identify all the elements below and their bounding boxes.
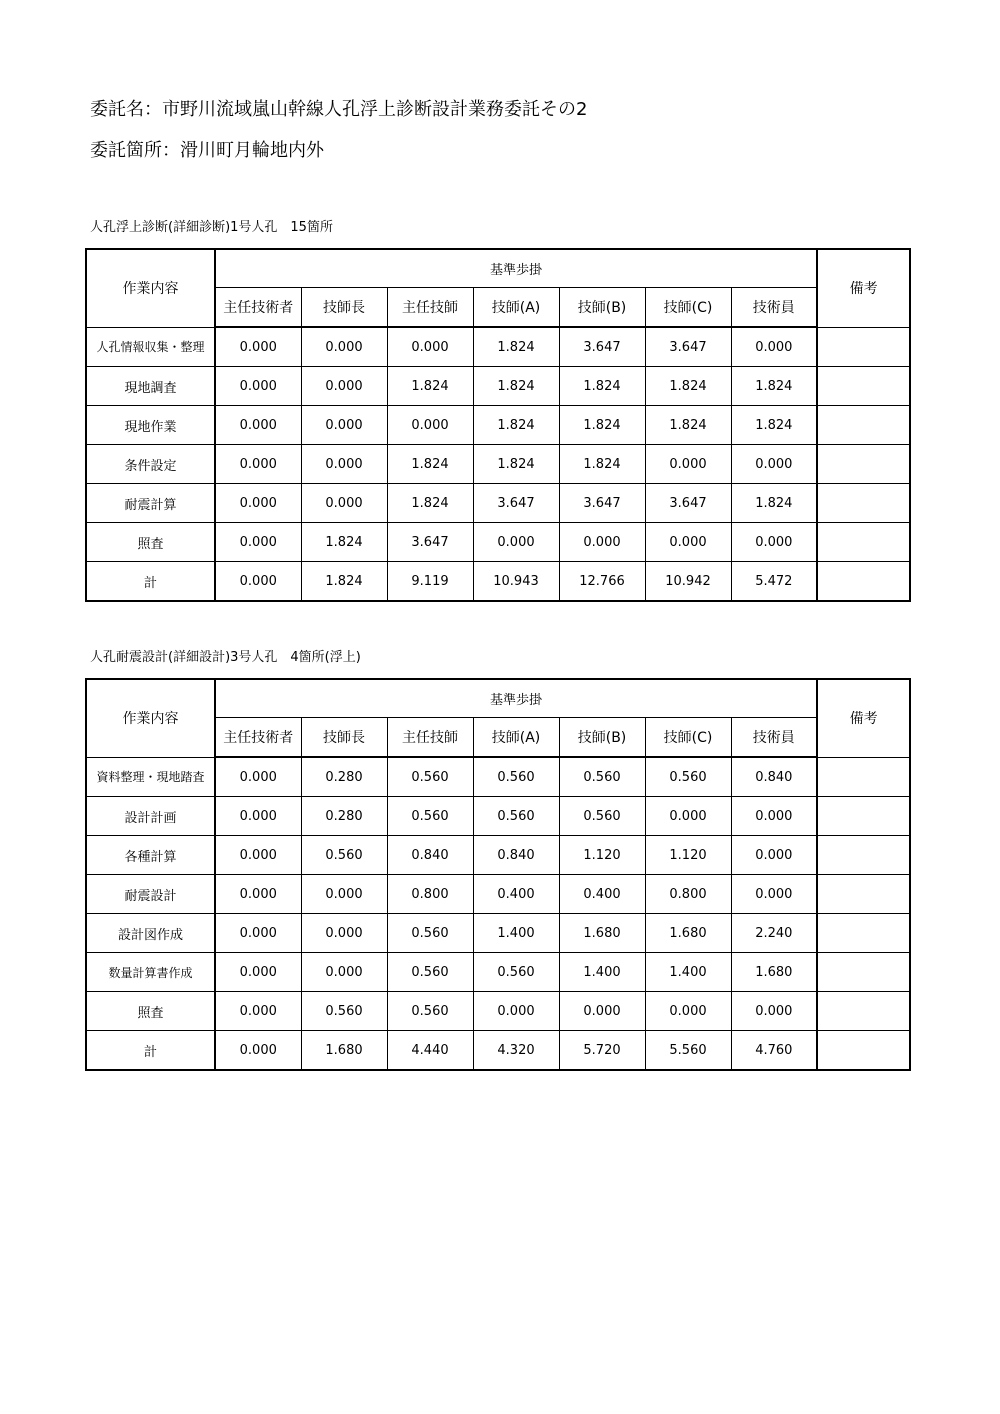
- value-cell: 1.824: [645, 406, 731, 445]
- value-cell: 9.119: [387, 562, 473, 602]
- note-cell: [817, 914, 910, 953]
- value-cell: 0.000: [731, 836, 817, 875]
- standard-rate-header: 基準歩掛: [215, 249, 817, 288]
- note-cell: [817, 1031, 910, 1071]
- value-cell: 0.000: [215, 757, 301, 797]
- value-cell: 0.560: [387, 914, 473, 953]
- table-row: [86, 953, 910, 992]
- note-cell: [817, 445, 910, 484]
- value-cell: 0.000: [301, 406, 387, 445]
- value-cell: 0.000: [731, 327, 817, 367]
- table-caption: 人孔耐震設計(詳細設計)3号人孔 4箇所(浮上): [90, 650, 361, 665]
- note-cell: [817, 757, 910, 797]
- header-row: [86, 679, 910, 718]
- table-row: [86, 367, 910, 406]
- value-cell: 0.000: [387, 327, 473, 367]
- value-cell: 1.824: [387, 445, 473, 484]
- task-cell: 耐震設計: [86, 875, 215, 914]
- role-header: 技師(B): [559, 288, 645, 328]
- table-row: [86, 1031, 910, 1071]
- value-cell: 0.560: [387, 757, 473, 797]
- table-row: [86, 562, 910, 602]
- value-cell: 1.824: [731, 484, 817, 523]
- value-cell: 0.280: [301, 757, 387, 797]
- table-row: [86, 992, 910, 1031]
- table-row: [86, 875, 910, 914]
- task-cell: 資料整理・現地踏査: [86, 757, 215, 797]
- value-cell: 0.000: [215, 523, 301, 562]
- note-cell: [817, 406, 910, 445]
- value-cell: 3.647: [559, 327, 645, 367]
- value-cell: 0.560: [387, 953, 473, 992]
- value-cell: 0.560: [473, 953, 559, 992]
- value-cell: 0.000: [387, 406, 473, 445]
- value-cell: 0.560: [559, 797, 645, 836]
- value-cell: 0.000: [215, 797, 301, 836]
- value-cell: 0.000: [473, 992, 559, 1031]
- value-cell: 1.120: [559, 836, 645, 875]
- role-header: 技術員: [731, 718, 817, 758]
- value-cell: 0.280: [301, 797, 387, 836]
- value-cell: 0.000: [559, 523, 645, 562]
- value-cell: 10.942: [645, 562, 731, 602]
- value-cell: 0.560: [387, 797, 473, 836]
- value-cell: 0.840: [473, 836, 559, 875]
- task-cell: 条件設定: [86, 445, 215, 484]
- value-cell: 1.120: [645, 836, 731, 875]
- value-cell: 0.000: [215, 445, 301, 484]
- value-cell: 4.760: [731, 1031, 817, 1071]
- value-cell: 0.000: [301, 327, 387, 367]
- task-cell: 計: [86, 1031, 215, 1071]
- value-cell: 1.824: [645, 367, 731, 406]
- value-cell: 0.000: [645, 797, 731, 836]
- value-cell: 3.647: [645, 327, 731, 367]
- table-row: [86, 523, 910, 562]
- note-cell: [817, 836, 910, 875]
- contract-name: 委託名：市野川流域嵐山幹線人孔浮上診断設計業務委託その2: [90, 99, 588, 120]
- value-cell: 0.000: [473, 523, 559, 562]
- role-header: 技師(C): [645, 288, 731, 328]
- role-header: 技師長: [301, 718, 387, 758]
- value-cell: 3.647: [645, 484, 731, 523]
- value-cell: 1.824: [473, 406, 559, 445]
- task-cell: 計: [86, 562, 215, 602]
- note-cell: [817, 327, 910, 367]
- value-cell: 0.840: [387, 836, 473, 875]
- value-cell: 0.000: [215, 836, 301, 875]
- value-cell: 5.560: [645, 1031, 731, 1071]
- value-cell: 0.000: [215, 1031, 301, 1071]
- value-cell: 1.680: [731, 953, 817, 992]
- value-cell: 3.647: [559, 484, 645, 523]
- value-cell: 0.000: [215, 484, 301, 523]
- table-row: [86, 484, 910, 523]
- note-cell: [817, 875, 910, 914]
- table-row: [86, 797, 910, 836]
- value-cell: 0.560: [473, 797, 559, 836]
- value-cell: 0.400: [559, 875, 645, 914]
- note-column-header: 備考: [817, 679, 910, 757]
- value-cell: 1.680: [559, 914, 645, 953]
- value-cell: 0.000: [215, 562, 301, 602]
- value-cell: 0.560: [387, 992, 473, 1031]
- value-cell: 0.000: [215, 406, 301, 445]
- value-cell: 0.000: [731, 523, 817, 562]
- value-cell: 0.000: [645, 445, 731, 484]
- table-row: [86, 406, 910, 445]
- table-row: [86, 836, 910, 875]
- value-cell: 1.824: [301, 523, 387, 562]
- role-header: 主任技師: [387, 718, 473, 758]
- value-cell: 0.000: [215, 367, 301, 406]
- value-cell: 0.000: [215, 953, 301, 992]
- value-cell: 4.320: [473, 1031, 559, 1071]
- header-row: [86, 249, 910, 288]
- note-cell: [817, 523, 910, 562]
- role-header: 技師(A): [473, 718, 559, 758]
- value-cell: 0.000: [645, 992, 731, 1031]
- table-row: [86, 914, 910, 953]
- value-cell: 0.000: [731, 875, 817, 914]
- value-cell: 0.800: [387, 875, 473, 914]
- value-cell: 0.000: [215, 875, 301, 914]
- value-cell: 0.000: [215, 992, 301, 1031]
- value-cell: 1.400: [473, 914, 559, 953]
- value-cell: 10.943: [473, 562, 559, 602]
- value-cell: 0.560: [559, 757, 645, 797]
- role-header: 技師長: [301, 288, 387, 328]
- value-cell: 0.840: [731, 757, 817, 797]
- value-cell: 1.400: [645, 953, 731, 992]
- table-row: [86, 327, 910, 367]
- task-cell: 照査: [86, 523, 215, 562]
- value-cell: 0.000: [731, 445, 817, 484]
- value-cell: 1.824: [559, 406, 645, 445]
- value-cell: 4.440: [387, 1031, 473, 1071]
- note-cell: [817, 367, 910, 406]
- value-cell: 1.824: [559, 445, 645, 484]
- note-cell: [817, 953, 910, 992]
- table-row: [86, 757, 910, 797]
- value-cell: 1.824: [473, 327, 559, 367]
- value-cell: 5.472: [731, 562, 817, 602]
- value-cell: 12.766: [559, 562, 645, 602]
- value-cell: 0.000: [301, 875, 387, 914]
- value-cell: 1.824: [387, 484, 473, 523]
- value-cell: 1.400: [559, 953, 645, 992]
- note-cell: [817, 992, 910, 1031]
- rate-table: [85, 248, 911, 602]
- task-column-header: 作業内容: [86, 679, 215, 757]
- value-cell: 1.824: [301, 562, 387, 602]
- role-header: 技師(A): [473, 288, 559, 328]
- note-cell: [817, 562, 910, 602]
- rate-table: [85, 678, 911, 1071]
- value-cell: 0.000: [301, 484, 387, 523]
- task-cell: 各種計算: [86, 836, 215, 875]
- role-header: 技師(B): [559, 718, 645, 758]
- value-cell: 0.000: [731, 992, 817, 1031]
- value-cell: 3.647: [387, 523, 473, 562]
- value-cell: 1.680: [301, 1031, 387, 1071]
- note-column-header: 備考: [817, 249, 910, 327]
- value-cell: 1.680: [645, 914, 731, 953]
- value-cell: 0.000: [215, 327, 301, 367]
- value-cell: 0.000: [301, 953, 387, 992]
- role-header: 技術員: [731, 288, 817, 328]
- contract-location: 委託箇所：滑川町月輪地内外: [90, 140, 324, 161]
- value-cell: 0.560: [301, 992, 387, 1031]
- task-cell: 人孔情報収集・整理: [86, 327, 215, 367]
- value-cell: 5.720: [559, 1031, 645, 1071]
- value-cell: 0.000: [301, 914, 387, 953]
- task-column-header: 作業内容: [86, 249, 215, 327]
- task-cell: 設計図作成: [86, 914, 215, 953]
- task-cell: 耐震計算: [86, 484, 215, 523]
- table-caption: 人孔浮上診断(詳細診断)1号人孔 15箇所: [90, 220, 333, 235]
- value-cell: 0.000: [301, 367, 387, 406]
- value-cell: 1.824: [473, 367, 559, 406]
- value-cell: 2.240: [731, 914, 817, 953]
- role-header: 主任技術者: [215, 288, 301, 328]
- table-row: [86, 445, 910, 484]
- standard-rate-header: 基準歩掛: [215, 679, 817, 718]
- task-cell: 照査: [86, 992, 215, 1031]
- value-cell: 0.000: [215, 914, 301, 953]
- task-cell: 現地作業: [86, 406, 215, 445]
- role-header: 主任技術者: [215, 718, 301, 758]
- value-cell: 0.000: [731, 797, 817, 836]
- task-cell: 現地調査: [86, 367, 215, 406]
- task-cell: 数量計算書作成: [86, 953, 215, 992]
- value-cell: 1.824: [559, 367, 645, 406]
- value-cell: 0.000: [559, 992, 645, 1031]
- value-cell: 1.824: [731, 367, 817, 406]
- note-cell: [817, 484, 910, 523]
- value-cell: 0.000: [301, 445, 387, 484]
- value-cell: 1.824: [473, 445, 559, 484]
- task-cell: 設計計画: [86, 797, 215, 836]
- value-cell: 0.560: [473, 757, 559, 797]
- role-header: 主任技師: [387, 288, 473, 328]
- value-cell: 1.824: [387, 367, 473, 406]
- value-cell: 0.400: [473, 875, 559, 914]
- value-cell: 0.000: [645, 523, 731, 562]
- value-cell: 0.560: [645, 757, 731, 797]
- value-cell: 3.647: [473, 484, 559, 523]
- value-cell: 1.824: [731, 406, 817, 445]
- value-cell: 0.800: [645, 875, 731, 914]
- note-cell: [817, 797, 910, 836]
- value-cell: 0.560: [301, 836, 387, 875]
- role-header: 技師(C): [645, 718, 731, 758]
